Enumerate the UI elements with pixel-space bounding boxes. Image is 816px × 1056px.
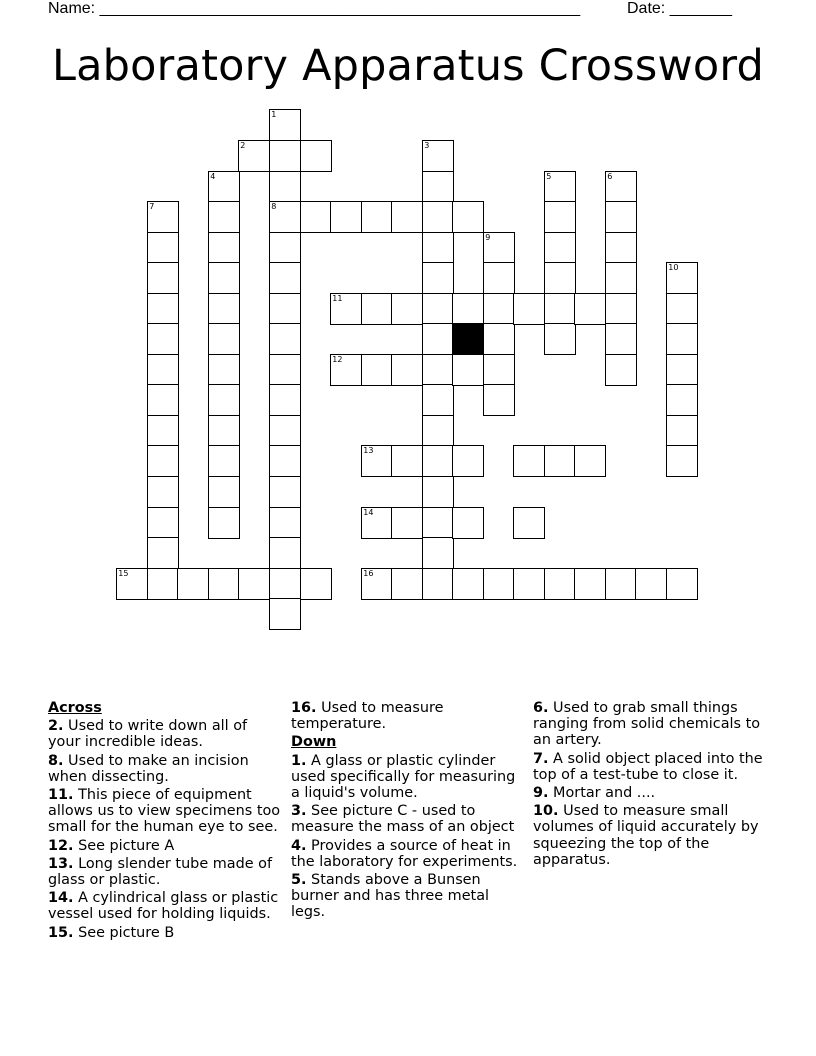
clue-number-label: 7.: [533, 750, 549, 767]
clue-number-label: 14.: [48, 890, 74, 907]
blocked-cell: [452, 323, 484, 355]
grid-cell[interactable]: [208, 384, 240, 416]
grid-cell[interactable]: [147, 323, 179, 355]
grid-cell[interactable]: [208, 568, 240, 600]
grid-cell[interactable]: [391, 354, 423, 386]
grid-cell[interactable]: [666, 384, 698, 416]
clue-text: Used to measure small volumes of liquid accurately by squeezing the top of the apparatus.: [533, 803, 759, 868]
clues-column-3: [533, 700, 769, 870]
grid-cell[interactable]: [666, 415, 698, 447]
grid-cell[interactable]: [574, 293, 606, 325]
grid-cell[interactable]: [147, 476, 179, 508]
clue-item: [48, 787, 284, 836]
clue-number-label: 16.: [291, 700, 317, 716]
clue-text: A glass or plastic cylinder used specifically for measuring a liquid's volume.: [291, 752, 516, 802]
grid-cell[interactable]: [361, 201, 393, 233]
grid-cell[interactable]: [361, 354, 393, 386]
grid-cell[interactable]: [147, 507, 179, 539]
clue-text: Used to make an incision when dissecting.: [48, 752, 249, 785]
grid-cell[interactable]: [544, 232, 576, 264]
clue-number-label: 3.: [291, 803, 307, 820]
grid-cell[interactable]: [269, 323, 301, 355]
grid-cell[interactable]: [269, 262, 301, 294]
grid-cell[interactable]: [238, 568, 270, 600]
grid-cell[interactable]: [452, 568, 484, 600]
grid-cell[interactable]: [422, 293, 454, 325]
grid-cell[interactable]: [452, 293, 484, 325]
clue-number: 10: [668, 263, 679, 273]
grid-cell-13[interactable]: [361, 445, 393, 477]
grid-cell[interactable]: [483, 323, 515, 355]
clue-number: 9: [485, 233, 491, 243]
grid-cell[interactable]: [269, 568, 301, 600]
clue-number-label: 10.: [533, 803, 559, 820]
grid-cell[interactable]: [422, 201, 454, 233]
grid-cell[interactable]: [666, 445, 698, 477]
grid-cell[interactable]: [208, 262, 240, 294]
clue-number-label: 9.: [533, 785, 549, 802]
grid-cell-6[interactable]: [605, 171, 637, 203]
grid-cell-10[interactable]: [666, 262, 698, 294]
grid-cell[interactable]: [666, 354, 698, 386]
grid-cell[interactable]: [147, 384, 179, 416]
grid-cell-14[interactable]: [361, 507, 393, 539]
clue-number-label: 11.: [48, 787, 74, 804]
clue-text: Mortar and ....: [548, 785, 656, 802]
grid-cell[interactable]: [666, 568, 698, 600]
grid-cell[interactable]: [483, 384, 515, 416]
grid-cell-16[interactable]: [361, 568, 393, 600]
grid-cell[interactable]: [574, 568, 606, 600]
clue-number-label: 4.: [291, 837, 307, 854]
clue-number-label: 13.: [48, 855, 74, 872]
grid-cell[interactable]: [147, 445, 179, 477]
grid-cell[interactable]: [422, 323, 454, 355]
grid-cell[interactable]: [452, 354, 484, 386]
grid-cell-15[interactable]: [116, 568, 148, 600]
clue-text: See picture C - used to measure the mass of an object: [291, 803, 515, 836]
grid-cell[interactable]: [147, 232, 179, 264]
grid-cell[interactable]: [208, 293, 240, 325]
grid-cell[interactable]: [330, 201, 362, 233]
down-heading: Down: [291, 734, 337, 751]
grid-cell[interactable]: [544, 262, 576, 294]
clue-item: [291, 803, 523, 835]
clue-item: [48, 925, 284, 941]
grid-cell[interactable]: [391, 507, 423, 539]
clue-item: [291, 700, 523, 732]
clue-item: [291, 753, 523, 802]
grid-cell[interactable]: [269, 415, 301, 447]
grid-cell[interactable]: [422, 171, 454, 203]
grid-cell[interactable]: [544, 445, 576, 477]
grid-cell[interactable]: [208, 415, 240, 447]
grid-cell[interactable]: [269, 232, 301, 264]
clue-item: [48, 890, 284, 922]
grid-cell[interactable]: [666, 323, 698, 355]
clue-item: [48, 838, 284, 854]
across-heading: Across: [48, 700, 102, 716]
grid-cell-8[interactable]: [269, 201, 301, 233]
clue-number: 8: [271, 202, 277, 212]
clue-number: 11: [332, 294, 343, 304]
puzzle-title: Laboratory Apparatus Crossword: [51, 41, 765, 91]
clue-number-label: 5.: [291, 872, 307, 889]
clue-number-label: 1.: [291, 752, 307, 769]
grid-cell[interactable]: [208, 232, 240, 264]
grid-cell[interactable]: [605, 201, 637, 233]
grid-cell[interactable]: [605, 323, 637, 355]
clues-column-1: [48, 700, 284, 943]
grid-cell-7[interactable]: [147, 201, 179, 233]
grid-cell[interactable]: [269, 293, 301, 325]
grid-cell[interactable]: [452, 445, 484, 477]
grid-cell[interactable]: [300, 568, 332, 600]
clue-number: 15: [118, 569, 129, 579]
clue-number: 14: [363, 508, 374, 518]
grid-cell[interactable]: [422, 384, 454, 416]
grid-cell-12[interactable]: [330, 354, 362, 386]
across-clue-list: [48, 718, 284, 941]
date-field: Date: _______: [627, 0, 732, 17]
grid-cell[interactable]: [422, 262, 454, 294]
grid-cell[interactable]: [452, 201, 484, 233]
grid-cell[interactable]: [391, 445, 423, 477]
grid-cell[interactable]: [147, 537, 179, 569]
clue-item: [533, 751, 769, 783]
clue-number: 16: [363, 569, 374, 579]
grid-cell[interactable]: [605, 568, 637, 600]
grid-cell[interactable]: [513, 507, 545, 539]
clue-text: A cylindrical glass or plastic vessel used for holding liquids.: [48, 890, 279, 923]
grid-cell[interactable]: [513, 293, 545, 325]
clue-item: [48, 856, 284, 888]
grid-cell[interactable]: [513, 568, 545, 600]
clue-text: Provides a source of heat in the laboratory for experiments.: [291, 837, 518, 870]
grid-cell[interactable]: [422, 445, 454, 477]
grid-cell[interactable]: [361, 293, 393, 325]
clue-text: See picture B: [73, 924, 175, 941]
grid-cell[interactable]: [605, 293, 637, 325]
clue-item: [48, 718, 284, 750]
grid-cell[interactable]: [513, 445, 545, 477]
clue-number: 5: [546, 172, 552, 182]
clue-text: Used to measure temperature.: [291, 700, 444, 733]
clue-number-label: 6.: [533, 700, 549, 716]
grid-cell[interactable]: [452, 507, 484, 539]
grid-cell[interactable]: [544, 323, 576, 355]
clue-item: [48, 753, 284, 785]
grid-cell[interactable]: [208, 201, 240, 233]
clue-number: 1: [271, 110, 277, 120]
clue-number: 12: [332, 355, 343, 365]
grid-cell[interactable]: [147, 262, 179, 294]
grid-cell[interactable]: [208, 507, 240, 539]
grid-cell[interactable]: [269, 598, 301, 630]
grid-cell[interactable]: [605, 262, 637, 294]
clue-number: 4: [210, 172, 216, 182]
clue-text: A solid object placed into the top of a test-tube to close it.: [533, 750, 763, 783]
clue-text: Long slender tube made of glass or plastic.: [48, 855, 273, 889]
grid-cell[interactable]: [300, 140, 332, 172]
grid-cell[interactable]: [269, 445, 301, 477]
grid-cell-2[interactable]: [238, 140, 270, 172]
grid-cell[interactable]: [269, 537, 301, 569]
grid-cell[interactable]: [422, 232, 454, 264]
grid-cell-4[interactable]: [208, 171, 240, 203]
grid-cell[interactable]: [300, 201, 332, 233]
grid-cell[interactable]: [269, 354, 301, 386]
grid-cell[interactable]: [422, 415, 454, 447]
clue-number: 13: [363, 446, 374, 456]
grid-cell[interactable]: [574, 445, 606, 477]
clue-text: See picture A: [73, 837, 175, 854]
clue-text: Used to write down all of your incredible ideas.: [48, 718, 248, 751]
grid-cell[interactable]: [483, 354, 515, 386]
grid-cell[interactable]: [483, 262, 515, 294]
clue-number: 3: [424, 141, 430, 151]
clue-number-label: 8.: [48, 752, 64, 769]
grid-cell-5[interactable]: [544, 171, 576, 203]
grid-cell[interactable]: [635, 568, 667, 600]
grid-cell[interactable]: [208, 354, 240, 386]
clue-number: 2: [240, 141, 246, 151]
clues-column-2: [291, 700, 523, 923]
grid-cell[interactable]: [269, 507, 301, 539]
grid-cell[interactable]: [605, 354, 637, 386]
grid-cell[interactable]: [483, 293, 515, 325]
grid-cell[interactable]: [544, 293, 576, 325]
grid-cell[interactable]: [422, 568, 454, 600]
grid-cell[interactable]: [544, 568, 576, 600]
grid-cell[interactable]: [666, 293, 698, 325]
grid-cell[interactable]: [208, 323, 240, 355]
clue-number: 6: [607, 172, 613, 182]
down-clue-list: [291, 753, 523, 921]
clue-text: Used to grab small things ranging from solid chemicals to an artery.: [533, 700, 761, 749]
grid-cell[interactable]: [147, 293, 179, 325]
grid-cell-9[interactable]: [483, 232, 515, 264]
grid-cell[interactable]: [269, 171, 301, 203]
grid-cell[interactable]: [422, 476, 454, 508]
grid-cell[interactable]: [269, 476, 301, 508]
clue-number: 7: [149, 202, 155, 212]
clue-item: [291, 838, 523, 870]
clue-number-label: 15.: [48, 924, 74, 941]
grid-cell[interactable]: [422, 507, 454, 539]
clue-item: [533, 785, 769, 801]
grid-cell-3[interactable]: [422, 140, 454, 172]
clue-item: [291, 872, 523, 921]
grid-cell-11[interactable]: [330, 293, 362, 325]
across-clue-list-continued: [291, 700, 523, 732]
grid-cell[interactable]: [544, 201, 576, 233]
clue-number-label: 12.: [48, 837, 74, 854]
grid-cell[interactable]: [422, 354, 454, 386]
clue-item: [533, 803, 769, 868]
clue-number-label: 2.: [48, 718, 64, 735]
grid-cell[interactable]: [177, 568, 209, 600]
grid-cell[interactable]: [147, 415, 179, 447]
grid-cell[interactable]: [391, 201, 423, 233]
clue-text: Stands above a Bunsen burner and has three metal legs.: [291, 872, 490, 921]
name-field: Name: ______________________________________________________: [48, 0, 581, 17]
grid-cell[interactable]: [147, 354, 179, 386]
clue-item: [533, 700, 769, 749]
grid-cell[interactable]: [147, 568, 179, 600]
grid-cell[interactable]: [605, 232, 637, 264]
grid-cell[interactable]: [391, 293, 423, 325]
grid-cell[interactable]: [269, 140, 301, 172]
grid-cell-1[interactable]: [269, 109, 301, 141]
clue-text: This piece of equipment allows us to view specimens too small for the human eye to see.: [48, 787, 281, 836]
grid-cell[interactable]: [208, 445, 240, 477]
grid-cell[interactable]: [483, 568, 515, 600]
down-clue-list-continued: [533, 700, 769, 868]
grid-cell[interactable]: [208, 476, 240, 508]
grid-cell[interactable]: [269, 384, 301, 416]
grid-cell[interactable]: [391, 568, 423, 600]
grid-cell[interactable]: [422, 537, 454, 569]
